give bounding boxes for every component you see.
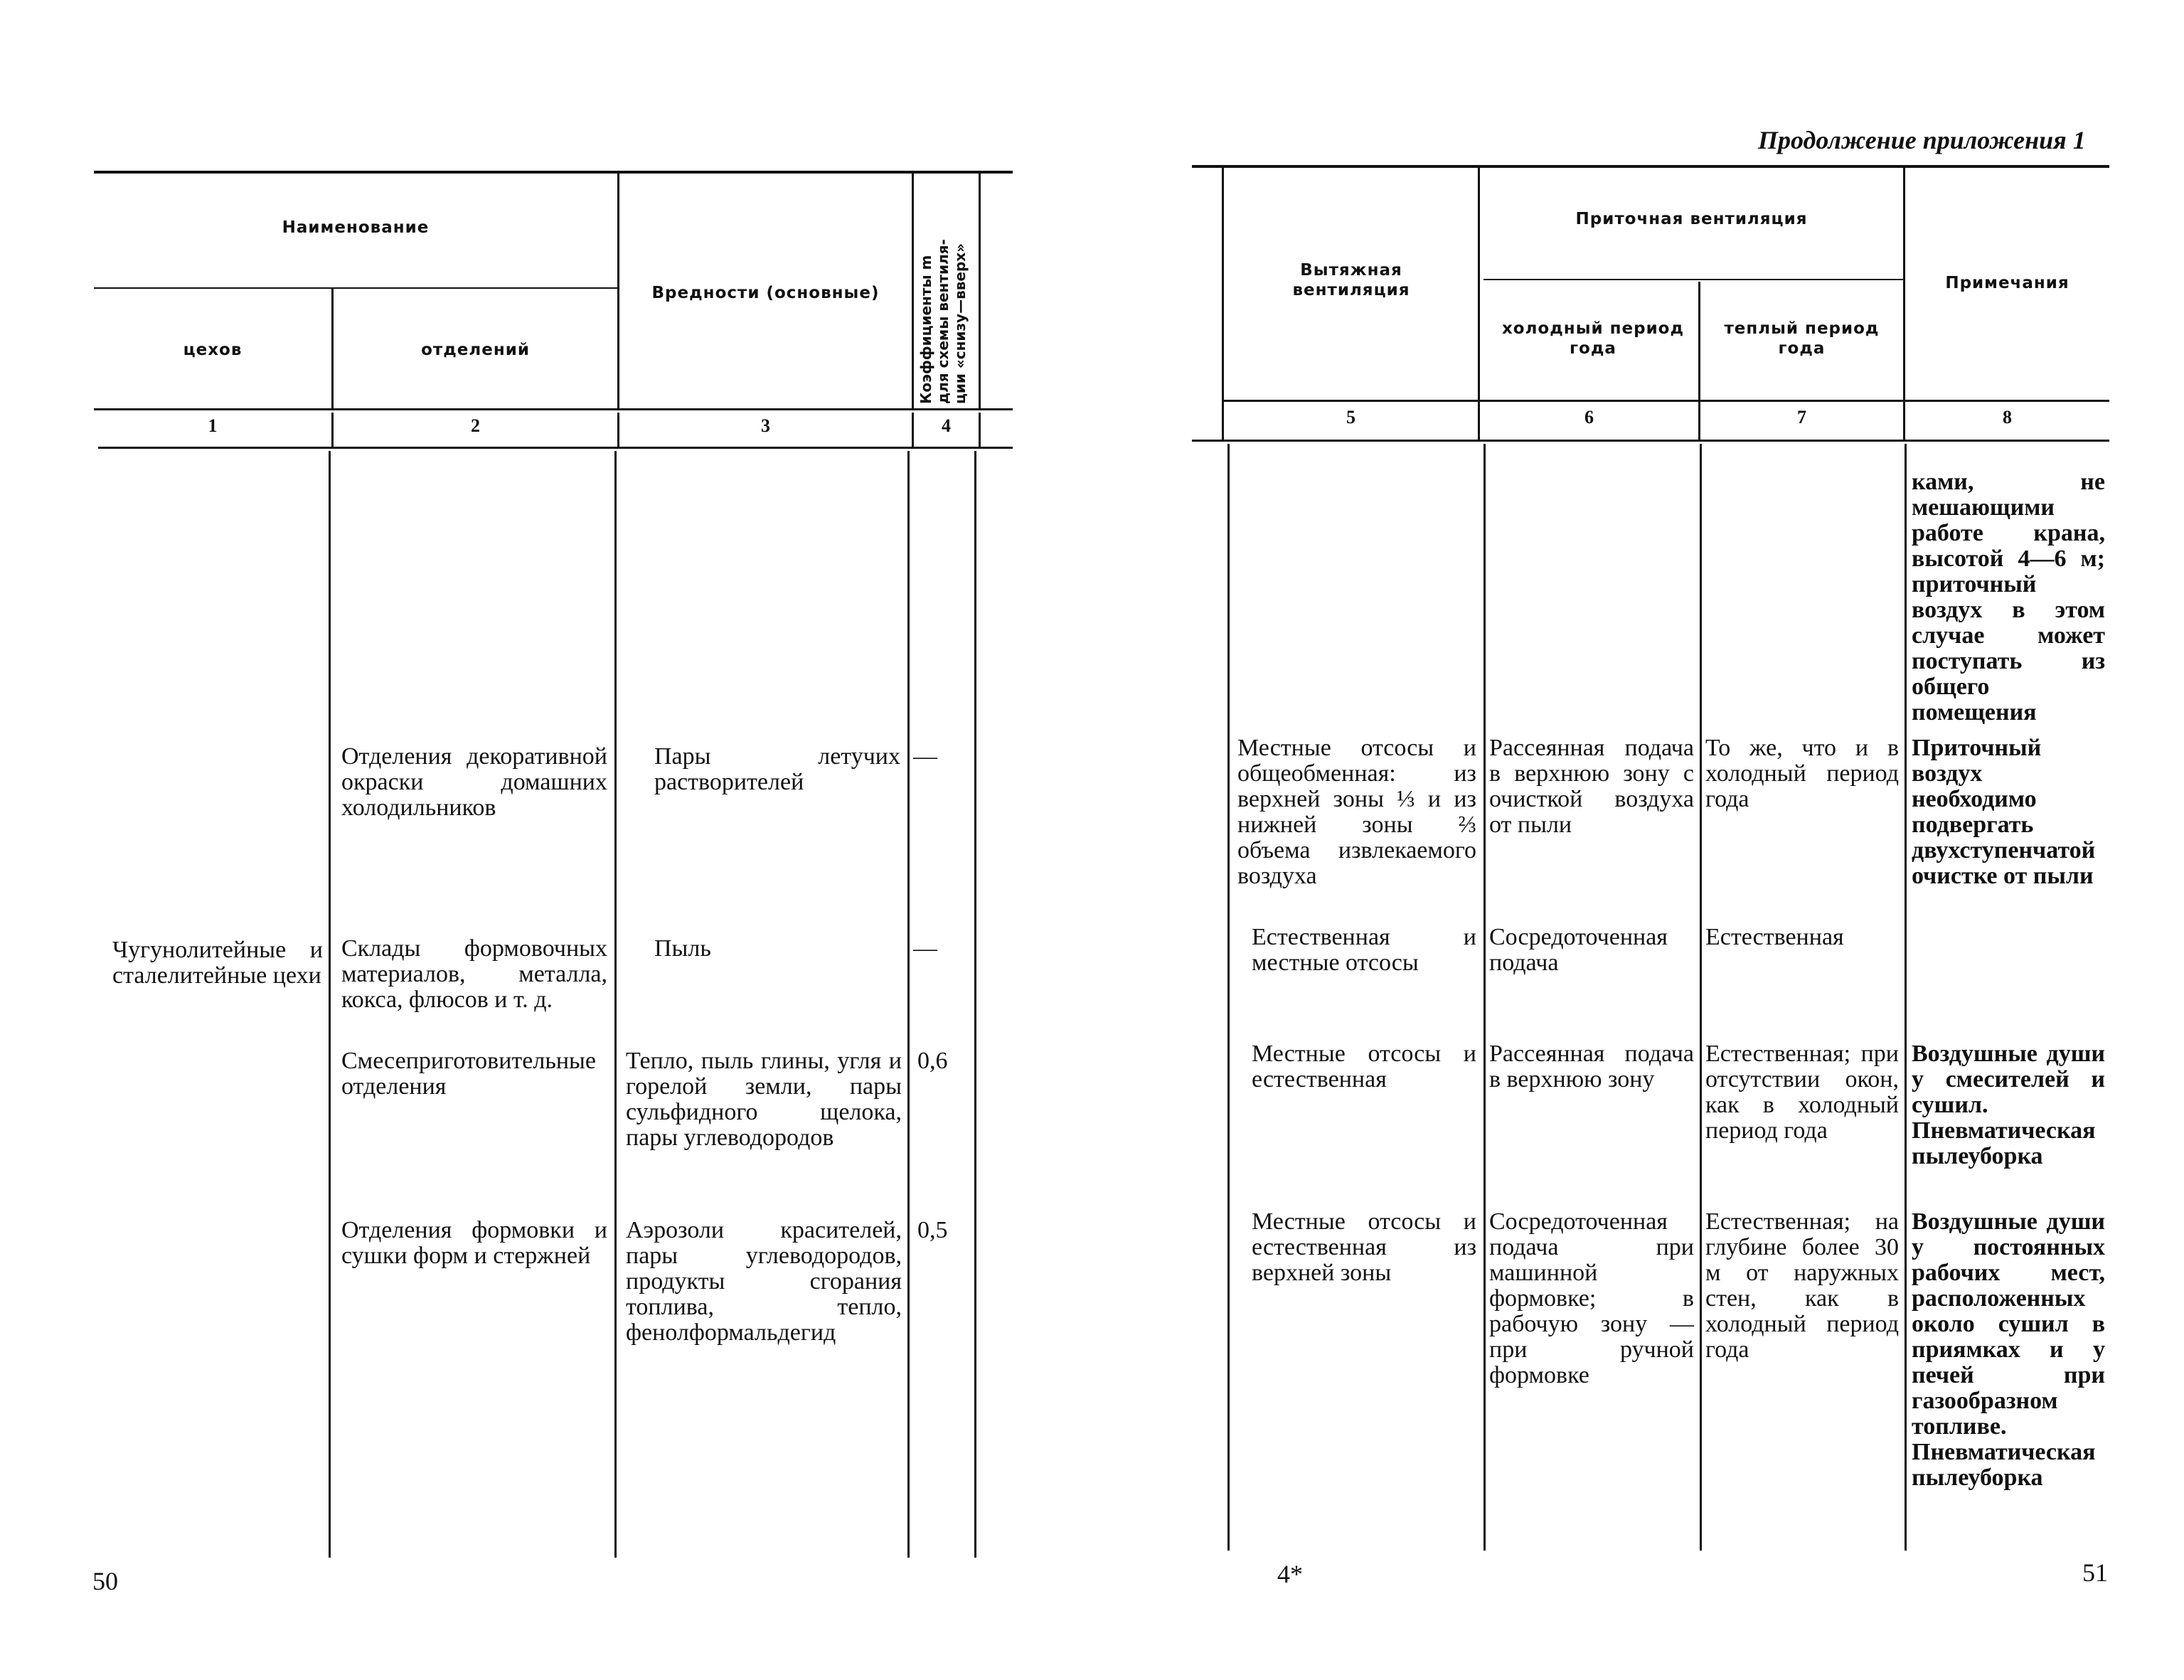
signature-mark: 4* [1277, 1560, 1303, 1588]
cold-row-1: Рассеянная подача в верхнюю зону с очисткой воздуха от пыли [1489, 735, 1694, 838]
left-colnum-3: 3 [761, 415, 770, 436]
hazards-row-3: Тепло, пыль глины, угля и горелой земли, пары сульфидного щелока, пары углеводородов [626, 1048, 902, 1151]
header-vrednosti: Вредности (основные) [651, 284, 880, 302]
department-row-3: Смесеприготовительные отделения [341, 1048, 596, 1100]
header-koeff-line-1: Коэффициенты m [917, 255, 934, 404]
cold-row-4: Сосредоточенная подача при машинной формовке; в рабочую зону — при ручной формовке [1489, 1208, 1694, 1388]
right-pritochnaya-rule [1483, 279, 1903, 280]
notes-row-3: Воздушные души у смесителей и сушил. Пневматическая пылеуборка [1912, 1041, 2105, 1169]
left-vrule-4-end-header [979, 174, 981, 410]
header-pritochnaya: Приточная вентиляция [1575, 210, 1808, 228]
header-koeff-line-3: ции «снизу—вверх» [952, 243, 969, 404]
right-colnum-6: 6 [1584, 407, 1594, 427]
exhaust-row-1: Местные отсосы и общеобменная: из верхней зоны ⅓ и из нижней зоны ⅔ объема извлекаемого воздуха [1237, 735, 1476, 889]
right-vrule-left-header [1222, 168, 1224, 440]
running-head: Продолжение приложения 1 [1758, 126, 2086, 154]
exhaust-row-4: Местные отсосы и естественная из верхней зоны [1252, 1208, 1476, 1286]
coef-row-2: — [913, 935, 937, 962]
header-vytyazhnaya: Вытяжная вентиляция [1292, 261, 1410, 299]
right-colnum-bottom-rule [1192, 440, 2109, 442]
right-colnum-7: 7 [1797, 407, 1806, 427]
hazards-row-2: Пыль [654, 935, 711, 962]
warm-row-4: Естественная; на глубине более 30 м от наружных стен, как в холодный период года [1705, 1208, 1899, 1363]
left-vrule-2-3-body [614, 451, 617, 1558]
left-vrule-4-end-body [974, 451, 976, 1558]
right-vrule-5-6-body [1483, 444, 1486, 1551]
exhaust-row-2: Естественная и местные отсосы [1252, 924, 1476, 976]
coef-row-4: 0,5 [917, 1217, 948, 1243]
right-vrule-left-body [1227, 444, 1230, 1551]
department-row-1: Отделения декоративной окраски домашних холодильников [341, 743, 607, 821]
department-row-2: Склады формовочных материалов, металла, кокса, флюсов и т. д. [341, 935, 607, 1013]
header-otdeleniy: отделений [421, 341, 530, 359]
left-vrule-1-2-body [329, 451, 331, 1558]
coef-row-1: — [913, 743, 937, 770]
warm-row-2: Естественная [1705, 924, 1844, 950]
shop-name: Чугунолитейные и сталелитейные цехи [112, 937, 323, 989]
right-colnum-5: 5 [1346, 407, 1355, 427]
page-number-right: 51 [2082, 1558, 2108, 1587]
left-colnum-2: 2 [471, 415, 480, 436]
right-vrule-7-8-body [1905, 444, 1907, 1551]
left-colnum-1: 1 [208, 415, 218, 436]
right-colnum-8: 8 [2003, 407, 2012, 427]
left-vrule-4-end-num [979, 413, 981, 447]
header-tepliy: теплый период года [1724, 319, 1880, 358]
warm-row-3: Естественная; при отсутствии окон, как в холодный период года [1705, 1041, 1899, 1144]
left-header-bottom-rule [94, 408, 1013, 410]
left-colnum-bottom-rule [98, 447, 1013, 449]
header-primechaniya: Примечания [1945, 274, 2070, 292]
header-tsekhov: цехов [183, 341, 243, 359]
left-vrule-3-4-header [912, 174, 914, 410]
right-header-bottom-rule [1222, 400, 2109, 402]
right-header-top-rule [1192, 165, 2109, 168]
warm-row-1: То же, что и в холодный период года [1705, 735, 1899, 812]
cold-row-2: Сосредоточенная подача [1489, 924, 1668, 976]
department-row-4: Отделения формовки и сушки форм и стержней [341, 1217, 607, 1269]
right-vrule-7-8-header [1903, 168, 1905, 440]
cold-row-3: Рассеянная подача в верхнюю зону [1489, 1041, 1694, 1092]
left-header-top-rule [94, 171, 1013, 174]
header-koeff-line-2: для схемы вентиля- [934, 239, 952, 404]
header-naimenovanie: Наименование [282, 218, 430, 237]
left-naimenovanie-rule [94, 287, 617, 289]
notes-row-1: Приточный воздух необходимо подвергать двухступенчатой очистке от пыли [1912, 735, 2096, 889]
continuation-note: ками, не мешающими работе крана, высотой 4—6 м; приточный воздух в этом случае может поступать из общего помещения [1912, 469, 2105, 725]
right-vrule-6-7-body [1700, 444, 1702, 1551]
page-number-left: 50 [92, 1567, 118, 1595]
exhaust-row-3: Местные отсосы и естественная [1252, 1041, 1476, 1092]
coef-row-3: 0,6 [917, 1048, 948, 1074]
header-kholodny: холодный период года [1501, 319, 1685, 358]
hazards-row-1: Пары летучих растворителей [654, 743, 900, 795]
left-vrule-3-4-body [907, 451, 910, 1558]
notes-row-4: Воздушные души у постоянных рабочих мест, расположенных около сушил в приямках и у печей при газообразном топливе. Пневматическая пылеуборка [1912, 1208, 2105, 1491]
left-colnum-4: 4 [942, 415, 951, 436]
hazards-row-4: Аэрозоли красителей, пары углеводородов, продукты сгорания топлива, тепло, фенолформальдегид [626, 1217, 902, 1346]
